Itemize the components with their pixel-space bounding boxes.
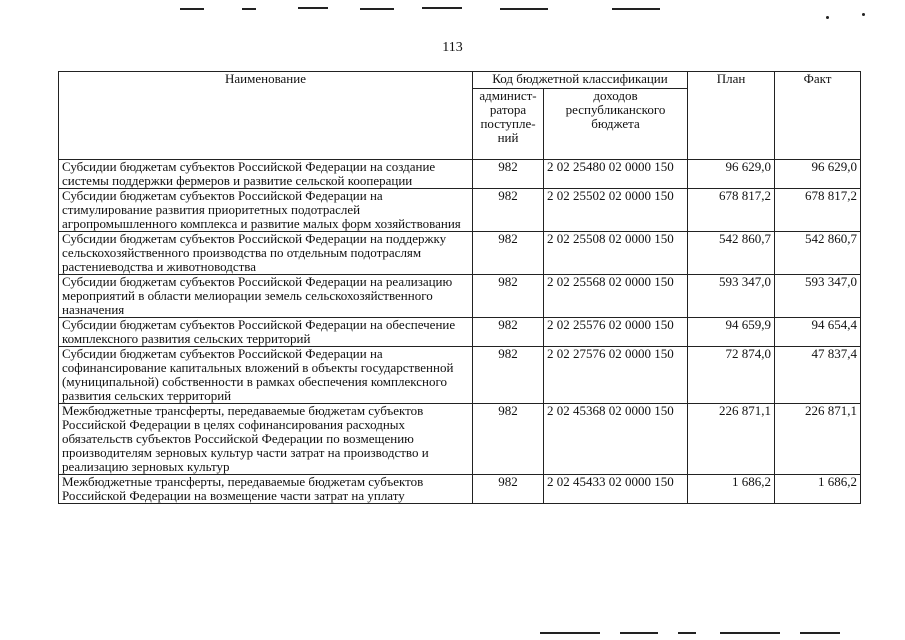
- page-number: 113: [442, 40, 463, 55]
- scan-mark: [678, 632, 696, 634]
- row-name-cell: Субсидии бюджетам субъектов Российской Федерации на реализацию мероприятий в области мелиорации земель сельскохозяйственного назначения: [59, 275, 473, 318]
- row-plan-cell: 226 871,1: [688, 404, 775, 475]
- row-name-cell: Субсидии бюджетам субъектов Российской Федерации на создание системы поддержки фермеров и развитие сельской кооперации: [59, 160, 473, 189]
- row-admin-code-cell: 982: [473, 475, 544, 504]
- scan-mark: [612, 8, 660, 10]
- column-header-name: Наименование: [59, 72, 473, 160]
- table-row: [59, 232, 861, 275]
- table-row: [59, 347, 861, 404]
- row-income-code-cell: 2 02 45433 02 0000 150: [544, 475, 688, 504]
- scan-mark: [540, 632, 600, 634]
- row-plan-cell: 72 874,0: [688, 347, 775, 404]
- scan-mark: [242, 8, 256, 10]
- table-row: [59, 475, 861, 504]
- row-income-code-cell: 2 02 25502 02 0000 150: [544, 189, 688, 232]
- row-plan-cell: 1 686,2: [688, 475, 775, 504]
- scan-mark: [620, 632, 658, 634]
- row-name-cell: Субсидии бюджетам субъектов Российской Федерации на софинансирование капитальных вложений в объекты государственной (муниципальной) собственности в рамках обеспечения комплексного развития сельских территорий: [59, 347, 473, 404]
- row-plan-cell: 542 860,7: [688, 232, 775, 275]
- row-income-code-cell: 2 02 27576 02 0000 150: [544, 347, 688, 404]
- row-admin-code-cell: 982: [473, 318, 544, 347]
- row-fact-cell: 96 629,0: [775, 160, 861, 189]
- budget-table: [58, 71, 861, 504]
- table-row: [59, 404, 861, 475]
- row-admin-code-cell: 982: [473, 347, 544, 404]
- scan-dot: [826, 16, 829, 19]
- row-admin-code-cell: 982: [473, 160, 544, 189]
- scan-mark: [500, 8, 548, 10]
- table-row: [59, 275, 861, 318]
- row-admin-code-cell: 982: [473, 404, 544, 475]
- row-fact-cell: 542 860,7: [775, 232, 861, 275]
- column-header-fact: Факт: [775, 72, 861, 160]
- row-fact-cell: 226 871,1: [775, 404, 861, 475]
- row-name-cell: Межбюджетные трансферты, передаваемые бюджетам субъектов Российской Федерации на возмещение части затрат на уплату: [59, 475, 473, 504]
- column-header-administrator: админист-ратора поступле-ний: [473, 89, 544, 160]
- row-admin-code-cell: 982: [473, 232, 544, 275]
- row-income-code-cell: 2 02 25568 02 0000 150: [544, 275, 688, 318]
- row-fact-cell: 47 837,4: [775, 347, 861, 404]
- scan-mark: [360, 8, 394, 10]
- row-income-code-cell: 2 02 45368 02 0000 150: [544, 404, 688, 475]
- row-fact-cell: 593 347,0: [775, 275, 861, 318]
- table-body: [59, 160, 861, 504]
- row-fact-cell: 94 654,4: [775, 318, 861, 347]
- row-admin-code-cell: 982: [473, 275, 544, 318]
- row-plan-cell: 96 629,0: [688, 160, 775, 189]
- scan-dot: [862, 13, 865, 16]
- row-plan-cell: 94 659,9: [688, 318, 775, 347]
- row-name-cell: Субсидии бюджетам субъектов Российской Федерации на стимулирование развития приоритетных подотраслей агропромышленного комплекса и развитие малых форм хозяйствования: [59, 189, 473, 232]
- row-name-cell: Межбюджетные трансферты, передаваемые бюджетам субъектов Российской Федерации в целях софинансирования расходных обязательств субъектов Российской Федерации по возмещению производителям зерновых культур части затрат на производство и реализацию зерновых культур: [59, 404, 473, 475]
- row-fact-cell: 678 817,2: [775, 189, 861, 232]
- scan-mark: [422, 7, 462, 9]
- row-income-code-cell: 2 02 25508 02 0000 150: [544, 232, 688, 275]
- row-income-code-cell: 2 02 25480 02 0000 150: [544, 160, 688, 189]
- scan-mark: [720, 632, 780, 634]
- table-row: [59, 160, 861, 189]
- scan-mark: [800, 632, 840, 634]
- row-name-cell: Субсидии бюджетам субъектов Российской Федерации на обеспечение комплексного развития сельских территорий: [59, 318, 473, 347]
- row-admin-code-cell: 982: [473, 189, 544, 232]
- column-header-code-group: Код бюджетной классификации: [473, 72, 688, 89]
- column-header-income: доходов республиканского бюджета: [544, 89, 688, 160]
- row-plan-cell: 593 347,0: [688, 275, 775, 318]
- row-name-cell: Субсидии бюджетам субъектов Российской Федерации на поддержку сельскохозяйственного производства по отдельным подотраслям растениеводства и животноводства: [59, 232, 473, 275]
- row-plan-cell: 678 817,2: [688, 189, 775, 232]
- scan-mark: [298, 7, 328, 9]
- row-income-code-cell: 2 02 25576 02 0000 150: [544, 318, 688, 347]
- scan-mark: [180, 8, 204, 10]
- table-row: [59, 318, 861, 347]
- column-header-plan: План: [688, 72, 775, 160]
- table-row: [59, 189, 861, 232]
- row-fact-cell: 1 686,2: [775, 475, 861, 504]
